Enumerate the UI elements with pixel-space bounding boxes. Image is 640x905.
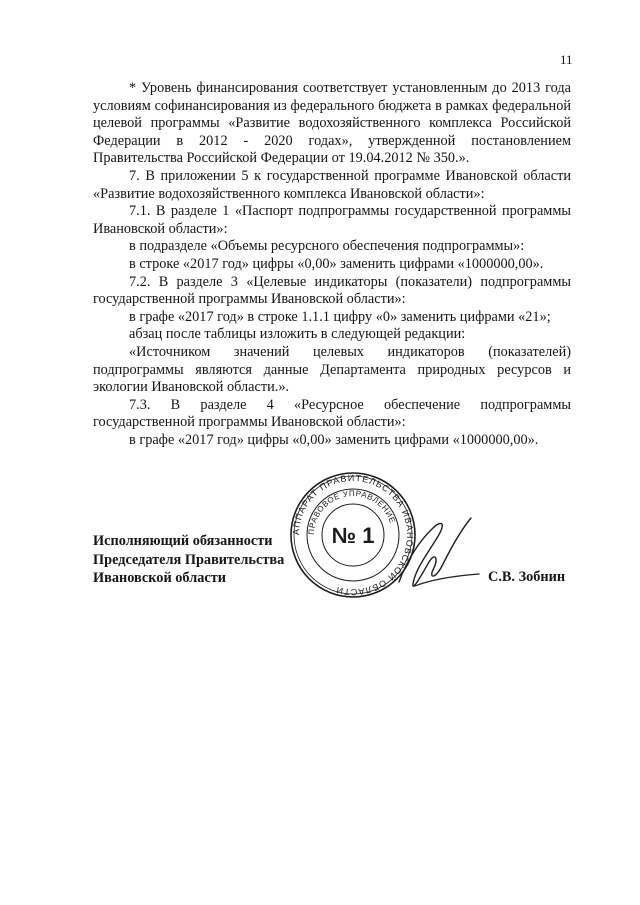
paragraph-item-7-3: 7.3. В разделе 4 «Ресурсное обеспечение подпрограммы государственной программы Ивановской области»: [93,396,571,431]
footnote-paragraph: * Уровень финансирования соответствует установленным до 2013 года условиям софинансирования из федерального бюджета в рамках федеральной целевой программы «Развитие водохозяйственного комплекса Российской Федерации в 2012 - 2020 годах», утвержденной постановлением Правительства Российской Федерации от 19.04.2012 № 350.». [93,80,571,167]
paragraph-subsection: в подразделе «Объемы ресурсного обеспечения подпрограммы»: [129,238,525,255]
paragraph-quote: «Источником значений целевых индикаторов (показателей) подпрограммы являются данные Департамента природных ресурсов и экологии Ивановской области.». [93,343,571,396]
paragraph-replace-final: в графе «2017 год» цифры «0,00» заменить цифрами «1000000,00». [129,431,539,448]
paragraph-after-table: абзац после таблицы изложить в следующей редакции: [129,326,466,343]
stamp-number: № 1 [331,523,375,548]
stamp-outer-text: АППАРАТ ПРАВИТЕЛЬСТВА ИВАНОВСКОЙ ОБЛАСТИ [290,472,416,598]
stamp-inner-text: ПРАВОВОЕ УПРАВЛЕНИЕ [306,488,398,536]
paragraph-item-7-1: 7.1. В разделе 1 «Паспорт подпрограммы государственной программы Ивановской области»: [93,203,571,237]
paragraph-replace-column: в графе «2017 год» в строке 1.1.1 цифру «0» заменить цифрами «21»; [129,308,551,325]
signatory-title-line-2: Председателя Правительства [93,551,285,568]
paragraph-item-7-2: 7.2. В разделе 3 «Целевые индикаторы (показатели) подпрограммы государственной программы Ивановской области»: [93,273,571,308]
handwritten-signature [375,500,485,600]
page-number: 11 [560,52,573,67]
signatory-title-line-3: Ивановской области [93,570,226,586]
paragraph-replace-row: в строке «2017 год» цифры «0,00» заменить цифрами «1000000,00». [129,255,544,272]
document-body [93,80,571,449]
signatory-name: С.В. Зобнин [488,569,566,585]
signatory-title-line-1: Исполняющий обязанности [93,533,273,549]
signatory-title [93,532,284,588]
paragraph-item-7: 7. В приложении 5 к государственной программе Ивановской области «Развитие водохозяйственного комплекса Ивановской области»: [93,167,571,202]
